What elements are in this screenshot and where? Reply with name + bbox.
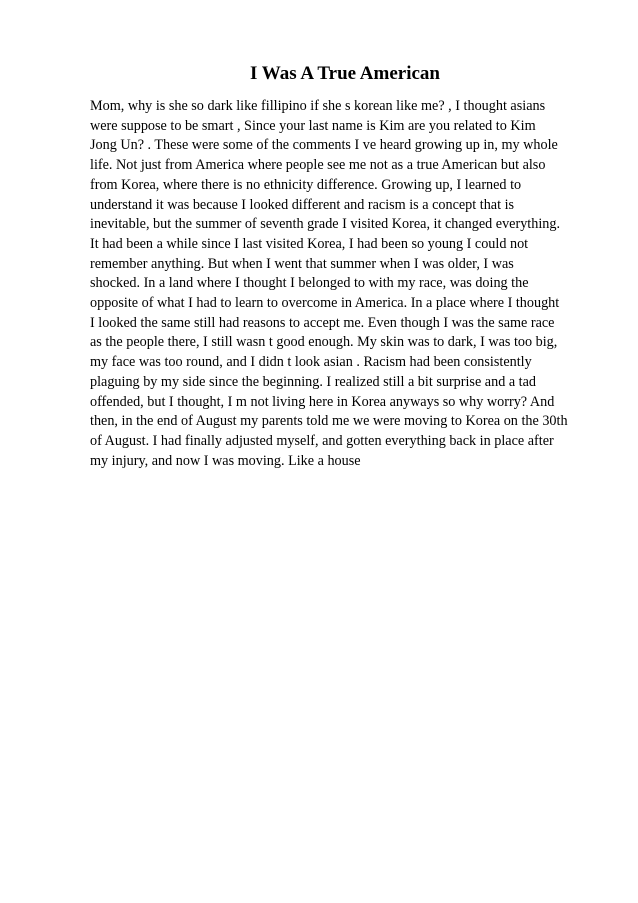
body-line: offended, but I thought, I m not living here in Korea anyways so why worry? And [90, 393, 555, 410]
body-line: then, in the end of August my parents told me we were moving to Korea on the 30th [90, 413, 568, 430]
body-line: my face was too round, and I didn t look asian . Racism had been consistently [90, 354, 532, 371]
body-line: shocked. In a land where I thought I belonged to with my race, was doing the [90, 275, 529, 292]
body-line: Mom, why is she so dark like fillipino if she s korean like me? , I thought asians [90, 98, 546, 114]
body-line: understand it was because I looked different and racism is a concept that is [90, 196, 515, 213]
body-line: my injury, and now I was moving. Like a house [90, 452, 361, 469]
body-line: I looked the same still had reasons to accept me. Even though I was the same race [90, 314, 555, 331]
body-line: It had been a while since I last visited Korea, I had been so young I could not [90, 235, 529, 252]
body-line: remember anything. But when I went that summer when I was older, I was [90, 255, 514, 272]
body-line: from Korea, where there is no ethnicity difference. Growing up, I learned to [90, 176, 522, 193]
body-line: inevitable, but the summer of seventh grade I visited Korea, it changed everything. [90, 216, 561, 233]
document-title: I Was A True American [249, 63, 441, 84]
body-line: were suppose to be smart , Since your last name is Kim are you related to Kim [90, 117, 536, 134]
body-line: life. Not just from America where people see me not as a true American but also [90, 157, 546, 174]
body-line: of August. I had finally adjusted myself, and gotten everything back in place after [90, 432, 554, 449]
body-line: as the people there, I still wasn t good enough. My skin was to dark, I was too big, [90, 334, 558, 351]
body-line: plaguing by my side since the beginning. I realized still a bit surprise and a tad [90, 373, 537, 390]
essay-body [90, 97, 590, 471]
body-line: Jong Un? . These were some of the comments I ve heard growing up in, my whole [90, 137, 558, 154]
body-line: opposite of what I had to learn to overcome in America. In a place where I thought [90, 295, 560, 312]
